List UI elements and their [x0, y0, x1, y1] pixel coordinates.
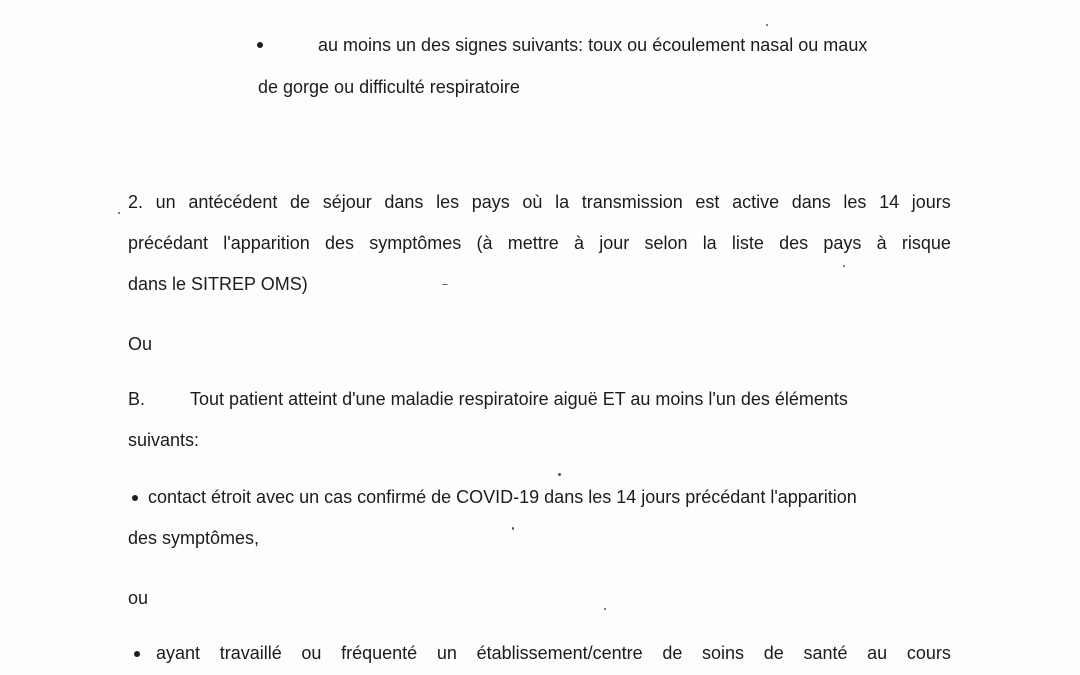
word: pays [471, 192, 510, 212]
bullet-icon [257, 42, 263, 48]
bullet2-line2: des symptômes, [128, 528, 260, 548]
word: selon [644, 233, 688, 253]
bullet1-line2: de gorge ou difficulté respiratoire [258, 77, 520, 97]
word: de [763, 643, 784, 663]
word: un [155, 192, 176, 212]
word: est [695, 192, 720, 212]
word: liste [731, 233, 764, 253]
word: ayant [156, 643, 201, 663]
scan-speck [442, 284, 448, 285]
ou-separator-1: Ou [128, 334, 153, 354]
section-b-line2: suivants: [128, 430, 200, 450]
word: (à [476, 233, 493, 253]
word: dans [384, 192, 424, 212]
scan-speck [843, 265, 845, 267]
word: 14 [879, 192, 900, 212]
word: risque [901, 233, 951, 253]
ou-separator-2: ou [128, 588, 149, 608]
word: dans [791, 192, 831, 212]
bullet-icon [134, 651, 140, 657]
word: symptômes [369, 233, 462, 253]
scan-speck [118, 212, 120, 214]
word: la [702, 233, 717, 253]
word: pays [823, 233, 862, 253]
word: de [290, 192, 311, 212]
bullet1-line1: au moins un des signes suivants: toux ou écoulement nasal ou maux [318, 35, 868, 55]
bullet2-line1: contact étroit avec un cas confirmé de COVID-19 dans les 14 jours précédant l'apparition [148, 487, 857, 507]
word: au [867, 643, 888, 663]
word: les [436, 192, 460, 212]
word: antécédent [188, 192, 278, 212]
item2-line2 [128, 232, 951, 254]
scan-speck [604, 608, 606, 610]
word: mettre [507, 233, 559, 253]
scan-speck [558, 473, 561, 476]
word: où [522, 192, 543, 212]
word: la [555, 192, 570, 212]
item2-line1 [128, 191, 951, 213]
word: à [876, 233, 887, 253]
scan-speck [512, 527, 514, 530]
word: séjour [322, 192, 372, 212]
word: à [573, 233, 584, 253]
word: travaillé [219, 643, 282, 663]
word: précédant [128, 233, 209, 253]
word: de [662, 643, 683, 663]
word: ou [301, 643, 322, 663]
word: les [843, 192, 867, 212]
word: soins [702, 643, 745, 663]
word: jour [599, 233, 630, 253]
word: 2. [128, 192, 144, 212]
section-b-line1: Tout patient atteint d'une maladie respiratoire aiguë ET au moins l'un des éléments [190, 389, 848, 409]
word: jours [911, 192, 951, 212]
word: fréquenté [341, 643, 418, 663]
item2-line3: dans le SITREP OMS) [128, 274, 308, 294]
scan-speck [766, 24, 768, 26]
word: établissement/centre [476, 643, 643, 663]
bullet-icon [132, 495, 138, 501]
word: active [732, 192, 780, 212]
word: transmission [581, 192, 683, 212]
word: des [325, 233, 355, 253]
word: santé [803, 643, 848, 663]
word: cours [906, 643, 951, 663]
bullet3-line1 [156, 642, 951, 664]
section-b-label: B. [128, 389, 146, 409]
word: un [436, 643, 457, 663]
word: des [779, 233, 809, 253]
word: l'apparition [223, 233, 310, 253]
